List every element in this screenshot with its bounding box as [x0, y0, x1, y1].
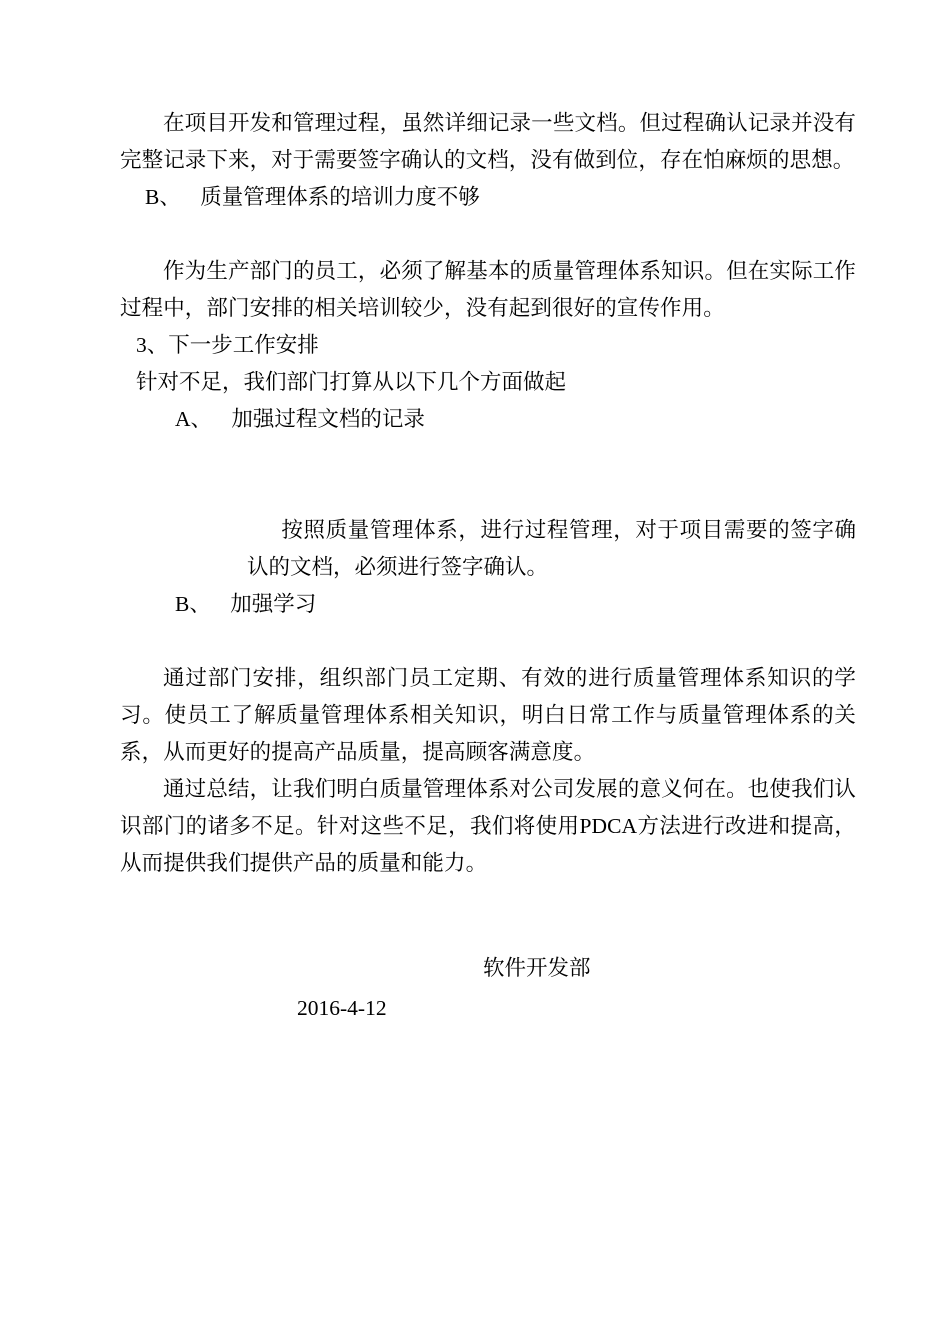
paragraph-improvement-intro: 针对不足，我们部门打算从以下几个方面做起: [136, 370, 567, 394]
pdca-acronym: PDCA: [579, 814, 638, 838]
heading-b-training-text: 质量管理体系的培训力度不够: [200, 185, 480, 209]
heading-b-strengthen-learning-text: 加强学习: [230, 592, 317, 616]
heading-3-next-steps: 3、下一步工作安排: [136, 333, 319, 357]
heading-a-strengthen-records-label: A、: [175, 407, 213, 431]
heading-b-strengthen-learning: [120, 586, 856, 623]
heading-b-strengthen-learning-label: B、: [175, 592, 211, 616]
conclusion-text-part2: 方法进行改进和提高，从而提供我们提供产品的质量和能力。: [120, 814, 856, 875]
blank-line: [120, 216, 856, 253]
paragraph-process-records: 在项目开发和管理过程，虽然详细记录一些文档。但过程确认记录并没有完整记录下来，对于需要签字确认的文档，没有做到位，存在怕麻烦的思想。: [120, 111, 856, 172]
document-body: [120, 105, 856, 882]
blank-line: [120, 475, 856, 512]
paragraph-staff-knowledge: 作为生产部门的员工，必须了解基本的质量管理体系知识。但在实际工作过程中，部门安排的相关培训较少，没有起到很好的宣传作用。: [120, 259, 856, 320]
blank-line: [120, 438, 856, 475]
blank-line: [120, 623, 856, 660]
paragraph-conclusion: [120, 771, 856, 882]
heading-b-training-label: B、: [145, 185, 181, 209]
paragraph-signature-confirmation: 按照质量管理体系，进行过程管理，对于项目需要的签字确认的文档，必须进行签字确认。: [247, 518, 856, 579]
conclusion-text-part1: 通过总结，让我们明白质量管理体系对公司发展的意义何在。也使我们认识部门的诸多不足。针对这些不足，我们将使用: [120, 777, 856, 838]
signoff-department: 软件开发部: [483, 956, 591, 980]
heading-a-strengthen-records: [120, 401, 856, 438]
signoff-date: 2016-4-12: [297, 996, 387, 1020]
paragraph-training-plan: 通过部门安排，组织部门员工定期、有效的进行质量管理体系知识的学习。使员工了解质量管理体系相关知识，明白日常工作与质量管理体系的关系，从而更好的提高产品质量，提高顾客满意度。: [120, 666, 856, 764]
heading-b-training: [120, 179, 856, 216]
heading-a-strengthen-records-text: 加强过程文档的记录: [231, 407, 425, 431]
